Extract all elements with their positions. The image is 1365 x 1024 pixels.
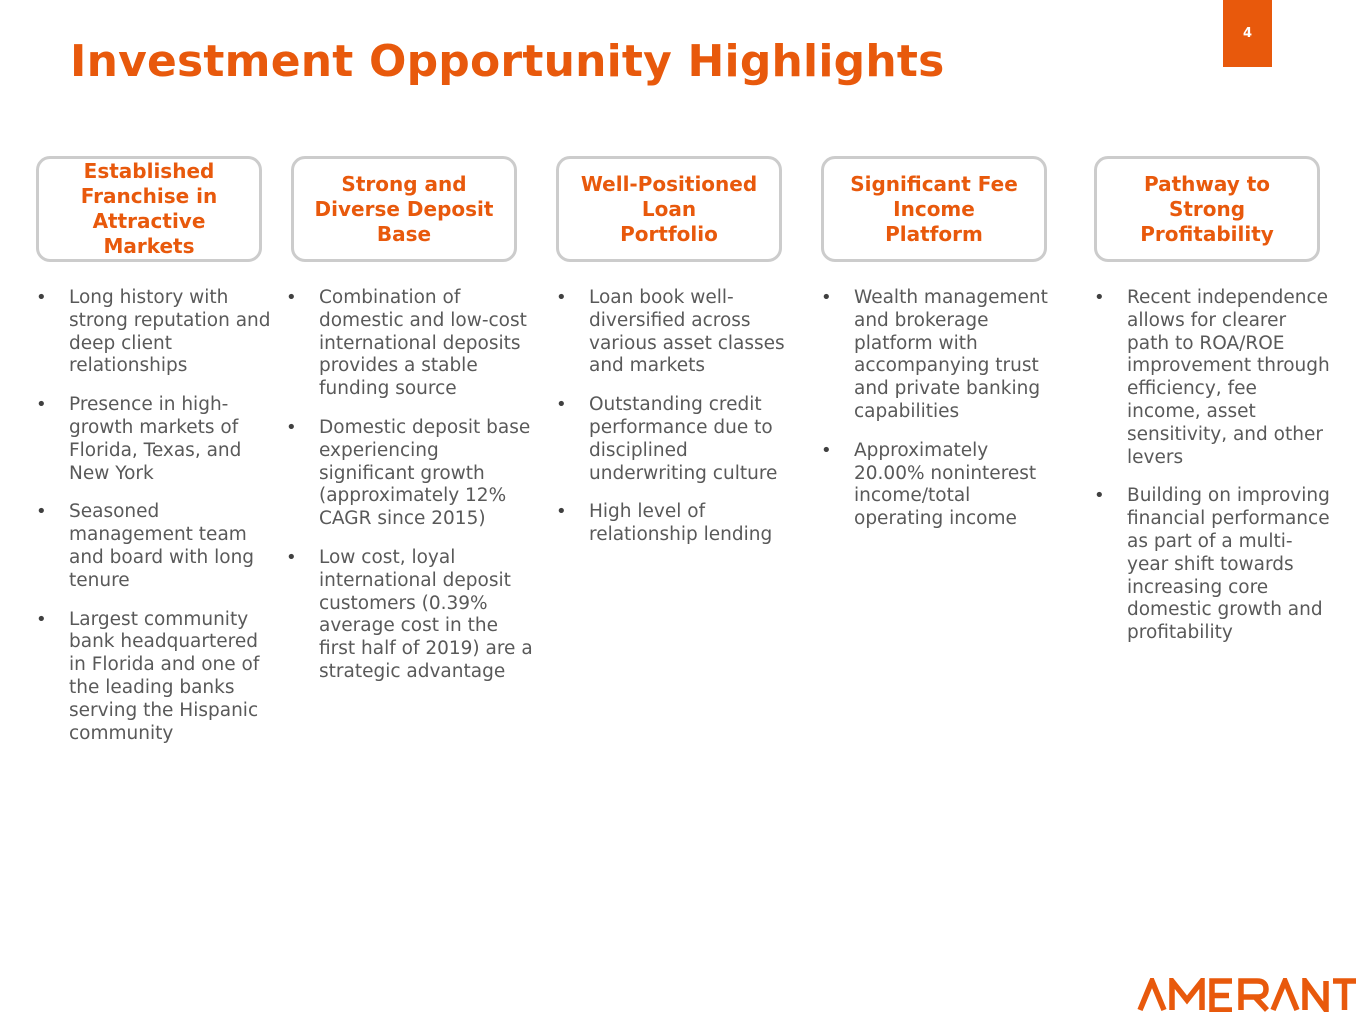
list-item: • Largest community bank headquartered in Florida and one of the leading banks serving the Hispanic community [36, 609, 272, 746]
list-item: • Low cost, loyal international deposit customers (0.39% average cost in the first half of 2019) are a strategic advantage [286, 547, 534, 684]
heading-box-fee-income [821, 156, 1047, 262]
heading-deposit: Strong and Diverse Deposit Base [314, 171, 494, 246]
highlight-column-profitability [1094, 156, 1330, 644]
heading-box-franchise [36, 156, 262, 262]
page-number-badge: 4 [1223, 0, 1272, 67]
list-item: • Domestic deposit base experiencing significant growth (approximately 12% CAGR since 2015) [286, 417, 534, 531]
highlight-column-fee-income [821, 156, 1048, 530]
highlight-column-loan [556, 156, 785, 546]
highlight-column-franchise [36, 156, 271, 744]
heading-box-loan [556, 156, 782, 262]
heading-box-deposit [291, 156, 517, 262]
list-item: • Seasoned management team and board with long tenure [36, 501, 272, 592]
page-title: Investment Opportunity Highlights [70, 36, 945, 87]
list-item: • Recent independence allows for clearer path to ROA/ROE improvement through efficiency, fee income, asset sensitivity, and other levers [1094, 287, 1332, 469]
list-item: • Long history with strong reputation and deep client relationships [36, 287, 272, 378]
list-item: • Wealth management and brokerage platform with accompanying trust and private banking capabilities [821, 287, 1053, 424]
list-item: • Building on improving financial performance as part of a multi-year shift towards increasing core domestic growth and profitability [1094, 485, 1332, 645]
bullet-list-loan [556, 287, 786, 563]
list-item: • Combination of domestic and low-cost international deposits provides a stable funding source [286, 287, 534, 401]
heading-fee-income: Significant Fee Income Platform [850, 171, 1018, 246]
heading-box-profitability [1094, 156, 1320, 262]
bullet-list-fee-income [821, 287, 1053, 547]
list-item: • High level of relationship lending [556, 501, 786, 547]
list-item: • Loan book well-diversified across various asset classes and markets [556, 287, 786, 378]
heading-profitability: Pathway to Strong Profitability [1140, 171, 1274, 246]
heading-franchise: Established Franchise in Attractive Markets [80, 159, 218, 258]
list-item: • Approximately 20.00% noninterest income/total operating income [821, 440, 1053, 531]
heading-loan: Well-Positioned Loan Portfolio [580, 171, 758, 246]
list-item: • Presence in high-growth markets of Florida, Texas, and New York [36, 394, 272, 485]
bullet-list-deposit [286, 287, 534, 700]
bullet-list-profitability [1094, 287, 1332, 661]
highlight-column-deposit [291, 156, 533, 682]
bullet-list-franchise [36, 287, 272, 761]
list-item: • Outstanding credit performance due to disciplined underwriting culture [556, 394, 786, 485]
amerant-logo [1137, 978, 1357, 1012]
